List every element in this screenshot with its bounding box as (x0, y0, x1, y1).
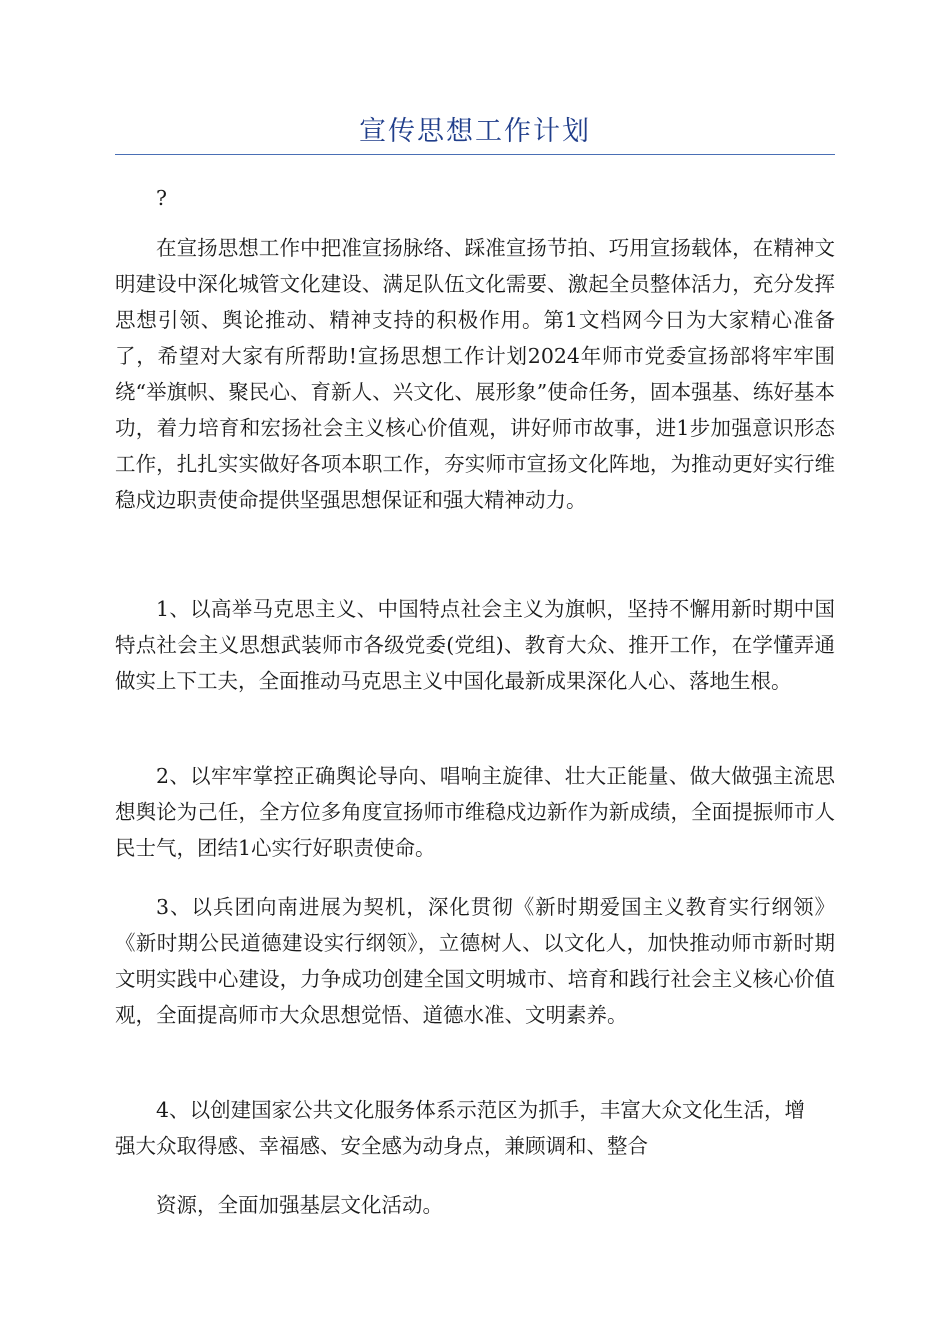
paragraph-intro: 在宣扬思想工作中把准宣扬脉络、踩准宣扬节拍、巧用宣扬载体，在精神文明建设中深化城管文化建设、满足队伍文化需要、激起全员整体活力，充分发挥思想引领、舆论推动、精神支持的积极作用。第1文档网今日为大家精心准备了，希望对大家有所帮助!宣扬思想工作计划2024年师市党委宣扬部将牢牢围绕“举旗帜、聚民心、育新人、兴文化、展形象”使命任务，固本强基、练好基本功，着力培育和宏扬社会主义核心价值观，讲好师市故事，进1步加强意识形态工作，扎扎实实做好各项本职工作，夯实师市宣扬文化阵地，为推动更好实行维稳戍边职责使命提供坚强思想保证和强大精神动力。 (115, 236, 835, 512)
paragraph-item-3: 3、以兵团向南进展为契机，深化贯彻《新时期爱国主义教育实行纲领》《新时期公民道德建设实行纲领》，立德树人、以文化人，加快推动师市新时期文明实践中心建设，力争成功创建全国文明城市、培育和践行社会主义核心价值观，全面提高师市大众思想觉悟、道德水准、文明素养。 (115, 895, 835, 1027)
paragraph-item-2: 2、以牢牢掌控正确舆论导向、唱响主旋律、壮大正能量、做大做强主流思想舆论为己任，全方位多角度宣扬师市维稳戍边新作为新成绩，全面提振师市人民士气，团结1心实行好职责使命。 (115, 764, 835, 860)
paragraph-item-1: 1、以高举马克思主义、中国特点社会主义为旗帜，坚持不懈用新时期中国特点社会主义思想武装师市各级党委(党组)、教育大众、推开工作，在学懂弄通做实上下工夫，全面推动马克思主义中国化最新成果深化人心、落地生根。 (115, 597, 835, 693)
document-title: 宣传思想工作计划 (359, 116, 591, 147)
placeholder-marker: ? (156, 186, 167, 210)
paragraph-item-4-continued: 资源，全面加强基层文化活动。 (156, 1193, 443, 1217)
paragraph-item-4: 4、以创建国家公共文化服务体系示范区为抓手，丰富大众文化生活，增强大众取得感、幸福感、安全感为动身点，兼顾调和、整合 (115, 1098, 805, 1158)
title-underline (115, 154, 835, 155)
